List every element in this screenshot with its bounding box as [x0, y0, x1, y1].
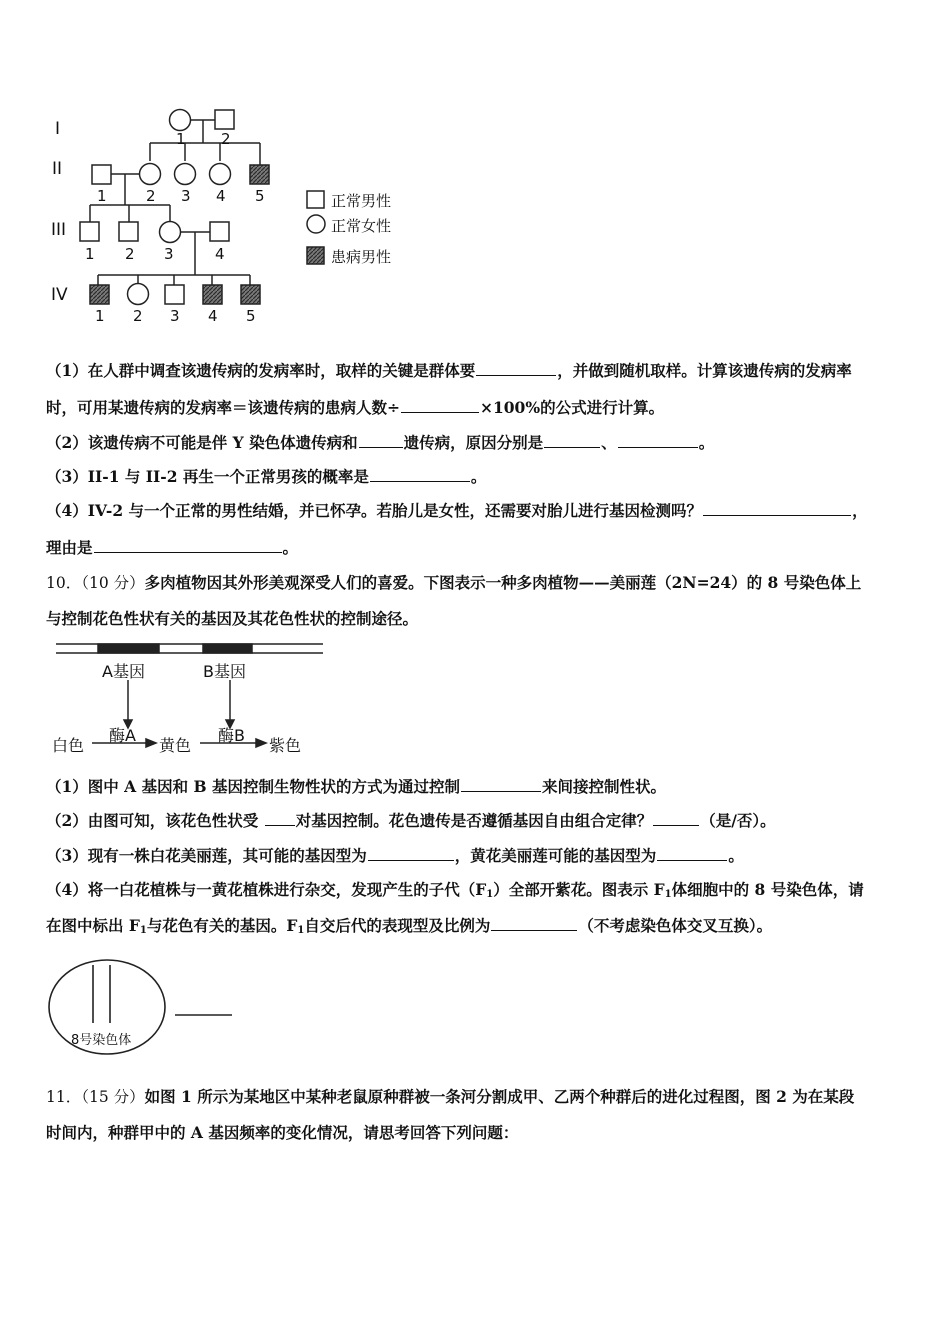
- answer-blank[interactable]: [703, 501, 851, 516]
- gen1-male-2: [215, 110, 234, 129]
- legend-affected-male: 患病男性: [331, 248, 392, 266]
- answer-blank[interactable]: [491, 916, 577, 931]
- q10-part3: （3）现有一株白花美丽莲，其可能的基因型为 ，黄花美丽莲可能的基因型为 。: [46, 846, 744, 865]
- gene-a-band: [98, 644, 159, 653]
- legend-normal-male-icon: [307, 191, 324, 208]
- q10-part4-line1: （4）将一白花植株与一黄花植株进行杂交，发现产生的子代$(F_1)$全部开紫花。图表示 $F_1$体细胞中的 8 号染色体，请: [46, 880, 864, 900]
- white-color-label: 白色: [52, 736, 85, 755]
- generation-label: II: [52, 159, 63, 179]
- answer-blank[interactable]: [94, 538, 282, 553]
- individual-number: 2: [133, 307, 143, 325]
- q9-part4-line1: （4）IV-2 与一个正常的男性结婚，并已怀孕。若胎儿是女性，还需要对胎儿进行基因检测吗？ ，: [46, 501, 868, 520]
- individual-number: 4: [208, 307, 218, 325]
- individual-number: 1: [176, 130, 186, 148]
- individual-number: 3: [181, 187, 191, 205]
- generation-label: I: [55, 119, 61, 139]
- purple-color-label: 紫色: [269, 736, 302, 755]
- gen1-female-1: [170, 110, 191, 131]
- answer-blank[interactable]: [359, 433, 403, 448]
- individual-number: 2: [221, 130, 231, 148]
- legend-normal-female-icon: [307, 215, 325, 233]
- q9-part1-line1: （1）在人群中调查该遗传病的发病率时，取样的关键是群体要 ，并做到随机取样。计算该遗传病的发病率: [46, 361, 852, 380]
- individual-number: 2: [146, 187, 156, 205]
- generation-label: III: [51, 220, 67, 240]
- gen3-male-2: [119, 222, 138, 241]
- answer-blank[interactable]: [476, 361, 556, 376]
- individual-number: 1: [95, 307, 105, 325]
- answer-blank[interactable]: [653, 811, 699, 826]
- legend-normal-male: 正常男性: [331, 192, 392, 210]
- enzyme-a-label: 酶A: [109, 726, 136, 745]
- individual-number: 1: [85, 245, 95, 263]
- individual-number: 3: [164, 245, 174, 263]
- gen2-affected-male-5: [250, 165, 269, 184]
- individual-number: 4: [215, 245, 225, 263]
- gen2-female-2: [140, 164, 161, 185]
- gen4-male-3: [165, 285, 184, 304]
- q10-part2: （2）由图可知，该花色性状受 对基因控制。花色遗传是否遵循基因自由组合定律？ （是/否）。: [46, 811, 776, 830]
- answer-blank[interactable]: [370, 467, 470, 482]
- pedigree-chart: [45, 95, 425, 335]
- gen4-affected-male-1: [90, 285, 109, 304]
- q10-part4-line2: 在图中标出 $F_1$与花色有关的基因。$F_1$自交后代的表现型及比例为 （不考虑染色体交叉互换）。: [46, 916, 773, 936]
- yellow-color-label: 黄色: [159, 736, 192, 755]
- gen2-female-4: [210, 164, 231, 185]
- legend-normal-female: 正常女性: [331, 217, 392, 235]
- gen2-female-3: [175, 164, 196, 185]
- gen4-female-2: [128, 284, 149, 305]
- answer-blank[interactable]: [618, 433, 698, 448]
- q9-part3: （3）II-1 与 II-2 再生一个正常男孩的概率是 。: [46, 467, 487, 486]
- gene-a-label: A基因: [102, 662, 145, 681]
- q11-line2: 时间内，种群甲中的 A 基因频率的变化情况，请思考回答下列问题：: [46, 1123, 519, 1142]
- gen3-male-1: [80, 222, 99, 241]
- individual-number: 5: [246, 307, 256, 325]
- q9-part4-line2: 理由是 。: [46, 538, 299, 557]
- gen3-female-3: [160, 222, 181, 243]
- legend-affected-male-icon: [307, 247, 324, 264]
- answer-blank[interactable]: [368, 846, 454, 861]
- gen2-male-1: [92, 165, 111, 184]
- cell-label: 8号染色体: [71, 1033, 132, 1048]
- individual-number: 4: [216, 187, 226, 205]
- answer-blank[interactable]: [265, 811, 295, 826]
- q10-part1: （1）图中 A 基因和 B 基因控制生物性状的方式为通过控制 来间接控制性状。: [46, 777, 667, 796]
- gen4-affected-male-5: [241, 285, 260, 304]
- q11-header: 11．（15 分）如图 1 所示为某地区中某种老鼠原种群被一条河分割成甲、乙两个种群后的进化过程图，图 2 为在某段: [46, 1087, 855, 1106]
- gene-b-label: B基因: [203, 662, 246, 681]
- gen4-affected-male-4: [203, 285, 222, 304]
- q9-part1-line2: 时，可用某遗传病的发病率＝该遗传病的患病人数÷ ×100%的公式进行计算。: [46, 398, 665, 417]
- gene-b-band: [203, 644, 252, 653]
- answer-blank[interactable]: [461, 777, 541, 792]
- individual-number: 3: [170, 307, 180, 325]
- cell-diagram: [47, 957, 247, 1057]
- q10-header: 10．（10 分）多肉植物因其外形美观深受人们的喜爱。下图表示一种多肉植物——美丽莲（2N=24）的 8 号染色体上: [46, 573, 862, 592]
- generation-label: IV: [51, 285, 68, 305]
- answer-blank[interactable]: [401, 398, 479, 413]
- individual-number: 2: [125, 245, 135, 263]
- answer-blank[interactable]: [657, 846, 727, 861]
- individual-number: 1: [97, 187, 107, 205]
- gene-pathway-diagram: [50, 640, 340, 760]
- gen3-male-4: [210, 222, 229, 241]
- q10-intro-line2: 与控制花色性状有关的基因及其花色性状的控制途径。: [46, 609, 419, 628]
- q9-part2: （2）该遗传病不可能是伴 Y 染色体遗传病和 遗传病，原因分别是 、 。: [46, 433, 715, 452]
- enzyme-b-label: 酶B: [218, 726, 245, 745]
- individual-number: 5: [255, 187, 265, 205]
- answer-blank[interactable]: [544, 433, 600, 448]
